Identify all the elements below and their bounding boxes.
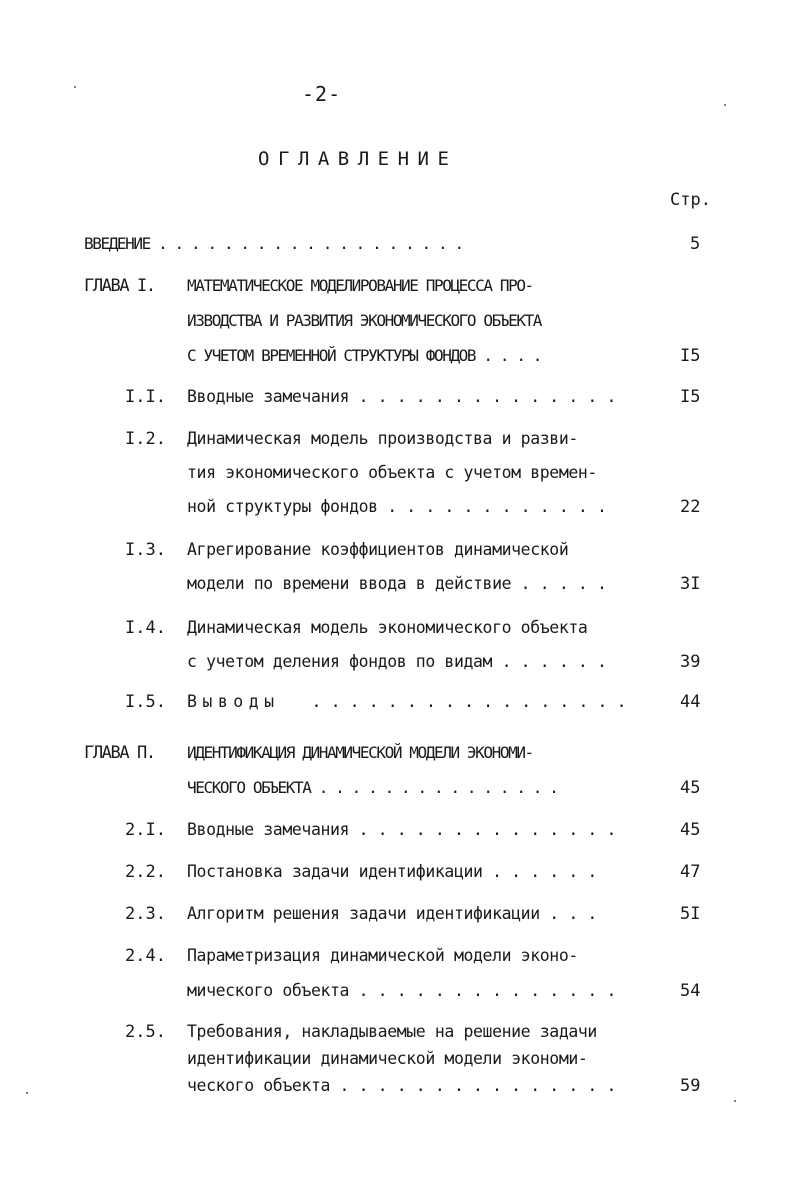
toc-section-title-line: Вводные замечания . . . . . . . . . . . . . .: [187, 387, 617, 406]
toc-section-number: I.4.: [125, 618, 166, 638]
toc-chapter-title-line: ИЗВОДСТВА И РАЗВИТИЯ ЭКОНОМИЧЕСКОГО ОБЪЕКТА: [187, 311, 542, 330]
toc-section-title-line: Агрегирование коэффициентов динамической: [187, 540, 569, 559]
toc-chapter-number: ГЛАВА П.: [84, 743, 155, 763]
scan-speck: [724, 104, 726, 106]
toc-chapter-number: ГЛАВА I.: [84, 276, 155, 296]
toc-section-title-line: ческого объекта . . . . . . . . . . . . . . .: [187, 1076, 617, 1095]
toc-section-title-line: тия экономического объекта с учетом времен-: [187, 463, 597, 482]
scan-speck: [74, 86, 76, 88]
toc-page: 45: [680, 778, 701, 798]
toc-section-title-line: Вводные замечания . . . . . . . . . . . . . .: [187, 820, 617, 839]
toc-section-title-line: Динамическая модель производства и разви-: [187, 429, 578, 448]
toc-section-number: 2.I.: [125, 820, 166, 840]
toc-section-title-line: ной структуры фондов . . . . . . . . . . . .: [187, 497, 607, 516]
toc-chapter-title-line: ИДЕНТИФИКАЦИЯ ДИНАМИЧЕСКОЙ МОДЕЛИ ЭКОНОМИ-: [187, 743, 533, 762]
toc-page: 22: [680, 497, 701, 517]
toc-page: 45: [680, 820, 701, 840]
toc-page: 44: [680, 692, 701, 712]
toc-section-title-line: Требования, накладываемые на решение задачи: [187, 1022, 597, 1041]
toc-chapter-title-line: ЧЕСКОГО ОБЪЕКТА . . . . . . . . . . . . . . .: [187, 778, 558, 797]
toc-section-number: I.3.: [125, 540, 166, 560]
toc-page: 47: [680, 862, 701, 882]
toc-section-number: 2.5.: [125, 1022, 166, 1042]
toc-dot-leader: . . . . . . . . . . . . . . . . .: [302, 692, 627, 711]
toc-section-number: 2.3.: [125, 904, 166, 924]
toc-section-number: 2.4.: [125, 946, 166, 966]
toc-section-title-line: с учетом деления фондов по видам . . . . . .: [187, 652, 607, 671]
toc-chapter-title-line: С УЧЕТОМ ВРЕМЕННОЙ СТРУКТУРЫ ФОНДОВ . . . .: [187, 346, 542, 365]
toc-section-title-line: мического объекта . . . . . . . . . . . . . .: [187, 981, 617, 1000]
toc-entry-introduction: ВВЕДЕНИЕ . . . . . . . . . . . . . . . . . . .: [84, 234, 463, 253]
toc-section-title-line: модели по времени ввода в действие . . . . .: [187, 574, 607, 593]
toc-page: I5: [680, 387, 701, 407]
toc-page: 39: [680, 652, 701, 672]
toc-section-title-line: Постановка задачи идентификации . . . . . .: [187, 862, 597, 881]
toc-page: 54: [680, 981, 701, 1001]
scan-speck: [734, 1100, 736, 1102]
toc-section-title-line: идентификации динамической модели экономи-: [187, 1049, 588, 1068]
scan-speck: [26, 1092, 28, 1094]
page-column-label: Стр.: [670, 190, 711, 210]
toc-page: 5I: [680, 904, 701, 924]
toc-section-title-line: Параметризация динамической модели эконо-: [187, 946, 578, 965]
toc-page: 3I: [680, 574, 701, 594]
toc-section-number: I.5.: [125, 692, 166, 712]
toc-page: 59: [680, 1076, 701, 1096]
toc-section-title-line: Алгоритм решения задачи идентификации . . .: [187, 904, 597, 923]
toc-section-number: 2.2.: [125, 862, 166, 882]
toc-section-title-conclusions: Выводы: [187, 692, 280, 711]
toc-section-number: I.I.: [125, 387, 166, 407]
page-number: -2-: [302, 82, 342, 106]
toc-title: ОГЛАВЛЕНИЕ: [258, 148, 458, 170]
toc-section-title-line: Динамическая модель экономического объекта: [187, 618, 588, 637]
toc-page: I5: [680, 346, 701, 366]
toc-section-number: I.2.: [125, 429, 166, 449]
toc-page: 5: [690, 234, 701, 254]
toc-chapter-title-line: МАТЕМАТИЧЕСКОЕ МОДЕЛИРОВАНИЕ ПРОЦЕССА ПРО-: [187, 276, 533, 295]
